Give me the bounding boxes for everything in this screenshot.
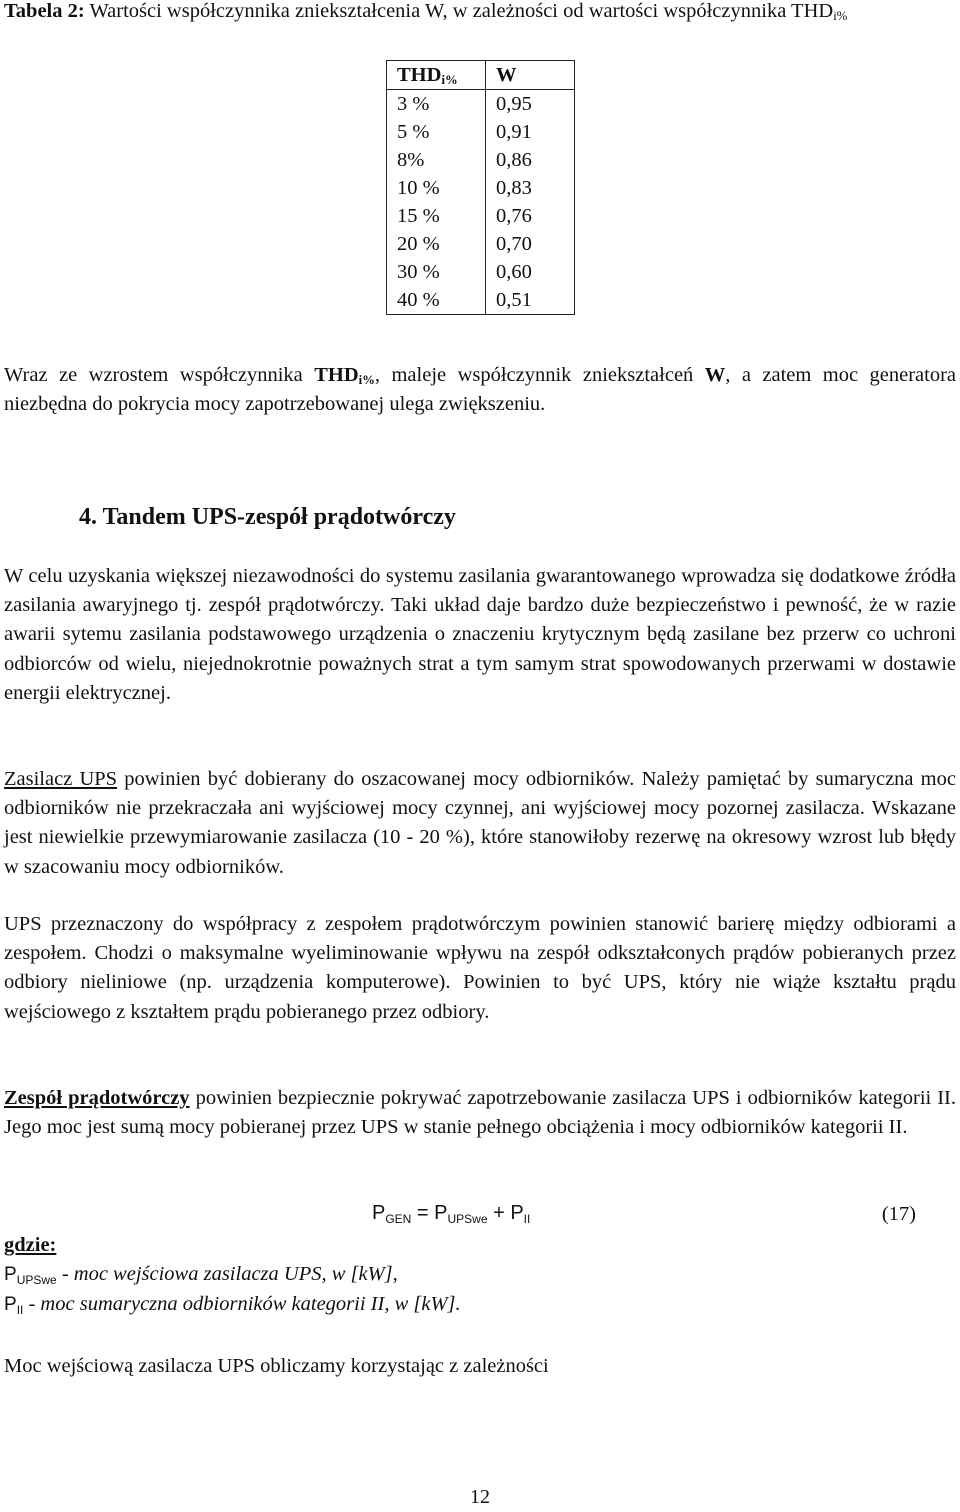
table-row (387, 286, 575, 315)
paragraph-formula-intro: Moc wejściową zasilacza UPS obliczamy korzystając z zależności (4, 1355, 549, 1377)
formula-17 (372, 1199, 530, 1234)
formula-sub-upswe: UPSwe (447, 1212, 488, 1226)
cell-thd: 30 % (387, 258, 486, 286)
def-symbol-p: P (4, 1264, 17, 1285)
table-row (387, 230, 575, 258)
def-text: - moc wejściowa zasilacza UPS, w [kW], (56, 1263, 398, 1285)
def-symbol (4, 1264, 57, 1285)
table-caption (4, 0, 956, 26)
formula-plus: + (487, 1202, 511, 1224)
cell-thd: 8% (387, 146, 486, 174)
def-symbol-sub: II (16, 1303, 24, 1317)
cell-thd: 5 % (387, 118, 486, 146)
caption-lead: Tabela 2: (4, 0, 85, 22)
table-row (387, 202, 575, 230)
cell-w: 0,86 (486, 146, 575, 174)
paragraph-ups-barrier: UPS przeznaczony do współpracy z zespołem prądotwórczym powinien stanowić barierę między odbiorami a zespołem. Chodzi o maksymalne wyeliminowanie wpływu na zespół odkształconych prądów pobieranych przez odbiory nieliniowe (np. urządzenia komputerowe). Powinien to być UPS, który nie wiąże kształtu prądu wejściowego z kształtem prądu pobieranego przez odbiory. (4, 913, 956, 1023)
section-heading: 4. Tandem UPS-zespół prądotwórczy (79, 504, 456, 530)
thd-w-table (386, 60, 575, 315)
para1-text-a: Wraz ze wzrostem współczynnika (4, 364, 315, 386)
cell-w: 0,51 (486, 286, 575, 315)
formula-p-ii: P (510, 1202, 524, 1224)
table-header-row (387, 61, 575, 90)
paragraph-tandem: W celu uzyskania większej niezawodności do systemu zasilania gwarantowanego wprowadza się dodatkowe źródła zasilania awaryjnego tj. zespół prądotwórczy. Taki układ daje bardzo duże bezpieczeństwo i pewność, że w razie awarii sytemu zasilania podstawowego urządzenia o znaczeniu krytycznym będą zasilane bez przerw co uchroni odbiorców od wielu, niejednokrotnie poważnych strat a tym samym strat spowodowanych przerwami w dostawie energii elektrycznej. (4, 565, 956, 704)
formula-p-upswe: P (434, 1202, 448, 1224)
table-row (387, 174, 575, 202)
header-thd (387, 61, 486, 90)
cell-thd: 40 % (387, 286, 486, 315)
paragraph-generator-text: powinien bezpiecznie pokrywać zapotrzebowanie zasilacza UPS i odbiorników kategorii II. Jego moc jest sumą mocy pobieranej przez UPS w stanie pełnego obciążenia i mocy odbiorników kategorii II. (4, 1087, 956, 1139)
cell-thd: 3 % (387, 90, 486, 119)
header-thd-subscript: i% (441, 73, 458, 88)
cell-w: 0,60 (486, 258, 575, 286)
def-text: - moc sumaryczna odbiorników kategorii II, w [kW]. (23, 1293, 461, 1315)
definition-ii (4, 1290, 461, 1325)
equation-number: (17) (881, 1203, 916, 1225)
paragraph-ups-text: powinien być dobierany do oszacowanej mocy odbiorników. Należy pamiętać by sumaryczna moc odbiorników nie przekraczała ani wyjściowej mocy czynnej, ani wyjściowej mocy pozornej zasilacza. Wskazane jest niewielkie przewymiarowanie zasilacza (10 - 20 %), które stanowiłoby rezerwę na okresowy wzrost lub błędy w szacowaniu mocy odbiorników. (4, 768, 956, 878)
cell-w: 0,76 (486, 202, 575, 230)
para1-w: W (704, 364, 726, 386)
cell-w: 0,70 (486, 230, 575, 258)
para1-thd: THD (314, 364, 359, 386)
formula-equals: = (411, 1202, 435, 1224)
term-ups: Zasilacz UPS (4, 768, 118, 790)
cell-w: 0,83 (486, 174, 575, 202)
header-w: W (486, 61, 575, 90)
def-symbol-sub: UPSwe (16, 1273, 57, 1287)
table-row (387, 118, 575, 146)
caption-text: Wartości współczynnika zniekształcenia W, w zależności od wartości współczynnika THD (84, 0, 834, 22)
cell-w: 0,95 (486, 90, 575, 119)
caption-subscript: i% (833, 9, 848, 24)
para1-thd-subscript: i% (358, 373, 375, 388)
table-row (387, 146, 575, 174)
cell-thd: 20 % (387, 230, 486, 258)
table-row (387, 90, 575, 119)
page-number: 12 (470, 1486, 490, 1508)
table-row (387, 258, 575, 286)
def-symbol-p: P (4, 1294, 17, 1315)
paragraph-ups (4, 765, 956, 882)
paragraph-thd-effect (4, 361, 956, 419)
para1-text-b: , maleje współczynnik zniekształceń (374, 364, 705, 386)
cell-w: 0,91 (486, 118, 575, 146)
term-generator: Zespół prądotwórczy (4, 1087, 190, 1109)
paragraph-generator (4, 1084, 956, 1142)
formula-sub-gen: GEN (385, 1212, 412, 1226)
cell-thd: 10 % (387, 174, 486, 202)
formula-p-gen: P (372, 1202, 386, 1224)
para1-text-c: , a zatem moc generatora niezbędna do pokrycia mocy zapotrzebowanej ulega zwiększeniu. (4, 364, 957, 416)
cell-thd: 15 % (387, 202, 486, 230)
def-symbol (4, 1294, 23, 1315)
formula-sub-ii: II (523, 1212, 531, 1226)
header-thd-label: THD (397, 64, 442, 86)
where-label: gdzie: (4, 1234, 57, 1256)
